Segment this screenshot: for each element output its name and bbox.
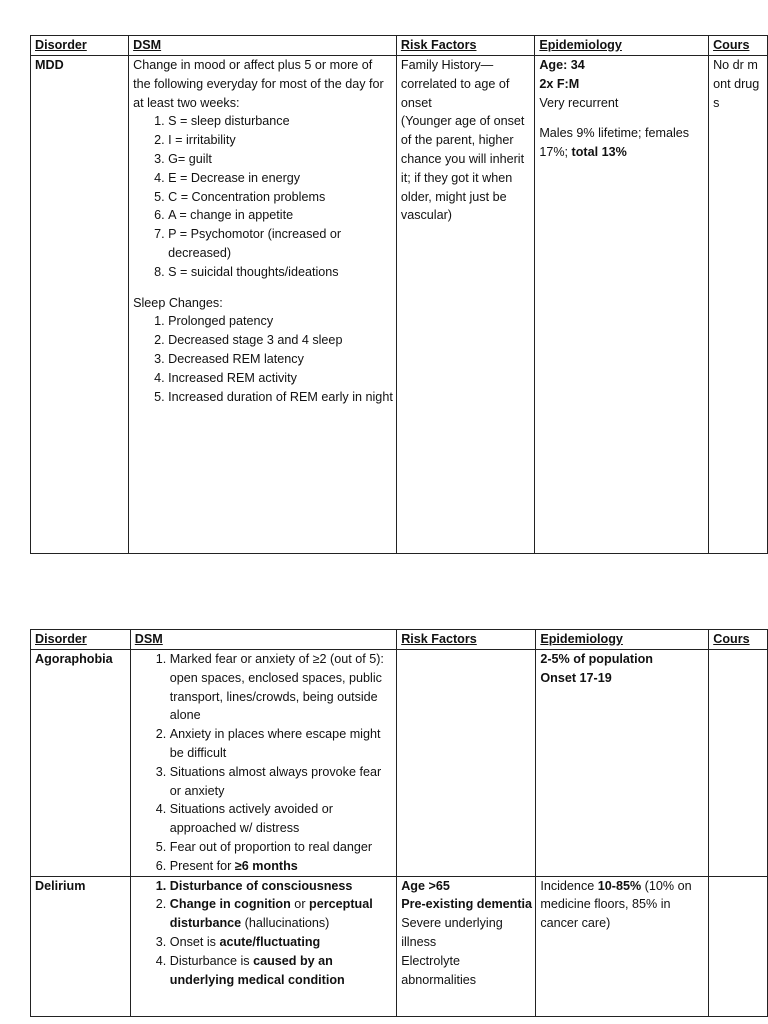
epi-age: Age: 34 [539, 58, 585, 72]
criterion-text: or [290, 897, 310, 912]
dsm-intro: Change in mood or affect plus 5 or more of the following everyday for most of the day for at least two weeks: [133, 58, 384, 110]
header-row [31, 36, 768, 56]
risk-cell [397, 650, 536, 877]
criterion-text: acute/fluctuating [219, 934, 321, 949]
list-item [170, 650, 393, 725]
epi-range: 10-85% [597, 878, 642, 893]
risk-electrolyte: Electrolyte abnormalities [401, 953, 477, 987]
header-disorder: Disorder [31, 36, 129, 56]
list-item: 5. Increased duration of REM early in night [168, 388, 393, 407]
criterion-text: Disturbance is [169, 953, 254, 968]
criterion-text: Onset is [169, 934, 220, 949]
header-risk-factors: Risk Factors [397, 630, 536, 650]
list-item: 2. Decreased stage 3 and 4 sleep [168, 331, 393, 350]
list-item: 6. A = change in appetite [168, 206, 393, 225]
criterion-text: Change in cognition [169, 897, 291, 912]
course-cell [709, 650, 768, 877]
epidemiology-cell [535, 56, 709, 554]
header-epidemiology: Epidemiology [535, 36, 709, 56]
dsm-cell [130, 876, 396, 1016]
sleep-list [133, 312, 393, 406]
epi-onset: Onset 17-19 [540, 670, 612, 685]
list-item: 4. E = Decrease in energy [168, 169, 393, 188]
risk-illness: Severe underlying illness [401, 916, 503, 949]
list-item: 4. Increased REM activity [168, 369, 393, 388]
criterion-duration: ≥6 months [234, 858, 298, 873]
risk-cell [397, 876, 536, 1016]
list-item: 8. S = suicidal thoughts/ideations [168, 263, 393, 282]
epidemiology-cell [536, 650, 709, 877]
header-epidemiology: Epidemiology [536, 630, 709, 650]
sleep-heading: Sleep Changes: [133, 295, 223, 310]
dsm-criteria-list [133, 112, 393, 281]
dsm-cell [130, 650, 396, 877]
anxiety-table [30, 629, 768, 1017]
criterion-text: (out of 5): open spaces, enclosed spaces, public transport, lines/crowds, being outside alone [169, 652, 384, 723]
header-course: Cours [709, 36, 768, 56]
epi-prevalence-text: Males 9% lifetime; females 17%; [539, 126, 690, 160]
disorder-cell: Agoraphobia [31, 650, 131, 877]
mdd-table [30, 35, 768, 554]
table-row-delirium [31, 876, 768, 1016]
epidemiology-cell [536, 876, 709, 1016]
list-item: 1. Prolonged patency [168, 312, 393, 331]
header-dsm: DSM [130, 630, 396, 650]
list-item [170, 857, 393, 876]
dsm-criteria-list [135, 877, 393, 990]
table-row-agoraphobia [31, 650, 768, 877]
list-item [170, 933, 393, 952]
course-cell [709, 56, 768, 554]
risk-cell [396, 56, 534, 554]
list-item: 3. Situations almost always provoke fear or anxiety [170, 763, 393, 801]
header-risk-factors: Risk Factors [396, 36, 534, 56]
header-row [31, 630, 768, 650]
criterion-text: caused by an underlying medical condition [169, 953, 345, 987]
epi-ratio: 2x F:M [539, 76, 580, 91]
list-item: 2. I = irritability [168, 131, 393, 150]
criterion-text: Present for [169, 858, 235, 873]
list-item: 5. Fear out of proportion to real danger [170, 838, 393, 857]
table-row-mdd [31, 56, 768, 554]
list-item: 7. P = Psychomotor (increased or decreased) [168, 225, 393, 263]
risk-age: Age >65 [401, 878, 450, 893]
criterion-threshold: ≥2 [312, 652, 327, 666]
epi-text: (10% on medicine floors, 85% in cancer care) [540, 878, 692, 931]
risk-detail: (Younger age of onset of the parent, higher chance you will inherit it; if they got it when older, might just be vascular) [400, 114, 525, 223]
dsm-cell [129, 56, 397, 554]
course-cell [709, 876, 768, 1016]
list-item: 4. Situations actively avoided or approached w/ distress [170, 800, 393, 838]
risk-dementia: Pre-existing dementia [401, 897, 533, 912]
header-course: Cours [709, 630, 768, 650]
list-item: 1. Disturbance of consciousness [170, 877, 393, 896]
dsm-criteria-list [135, 650, 393, 876]
list-item: 3. Decreased REM latency [168, 350, 393, 369]
list-item [170, 895, 393, 933]
epi-text: Incidence [540, 878, 598, 893]
criterion-text: (hallucinations) [241, 916, 330, 931]
header-disorder: Disorder [31, 630, 131, 650]
epi-prevalence-total: total 13% [571, 145, 627, 160]
header-dsm: DSM [129, 36, 397, 56]
epi-recurrent: Very recurrent [539, 95, 619, 110]
epi-prevalence: 2-5% of population [540, 652, 653, 666]
criterion-text: perceptual disturbance [169, 897, 373, 931]
epi-prevalence [539, 124, 705, 162]
course-text: No dr mont drugs [713, 58, 760, 110]
risk-text: Family History—correlated to age of onset [400, 58, 510, 110]
disorder-cell: MDD [31, 56, 129, 554]
criterion-text: Marked fear or anxiety of [169, 652, 313, 666]
list-item: 5. C = Concentration problems [168, 188, 393, 207]
list-item: 2. Anxiety in places where escape might be difficult [170, 725, 393, 763]
list-item [170, 952, 393, 990]
list-item: 3. G= guilt [168, 150, 393, 169]
epi-incidence [540, 877, 705, 933]
disorder-cell: Delirium [31, 876, 131, 1016]
list-item: 1. S = sleep disturbance [168, 112, 393, 131]
